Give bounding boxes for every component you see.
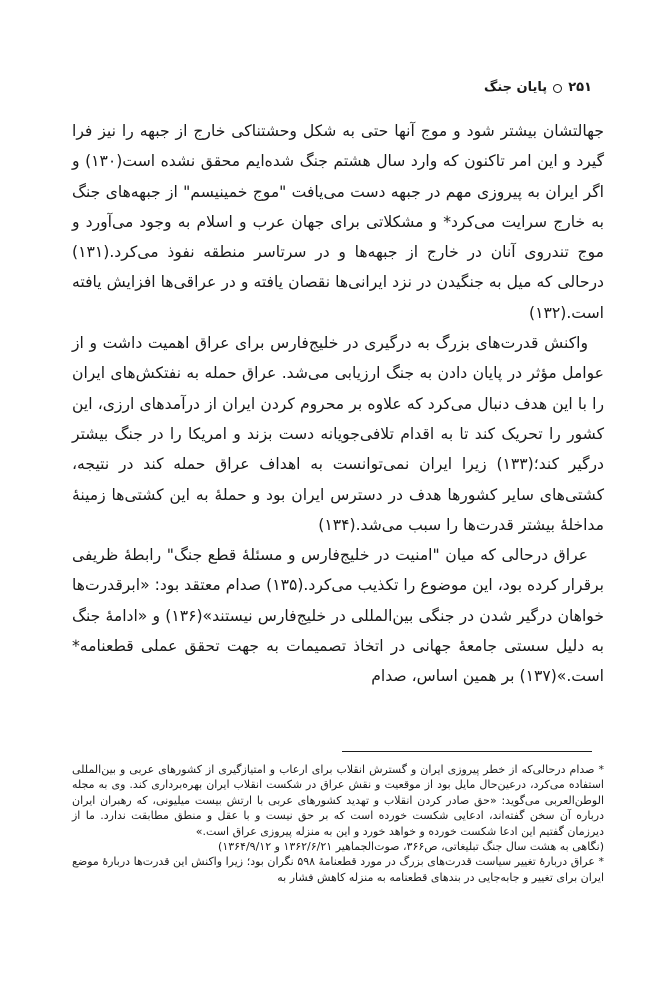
paragraph-3: عراق درحالی که میان "امنیت در خلیج‌فارس و مسئلهٔ قطع جنگ" رابطهٔ ظریفی برقرار کرده بود، این موضوع را تکذیب می‌کرد.(۱۳۵) صدام معتقد بود: «ابرقدرت‌ها خواهان درگیر شدن در جنگی بین‌المللی در خلیج‌فارس نیستند»(۱۳۶) و «ادامهٔ جنگ به دلیل سستی جامعهٔ جهانی در اتخاذ تصمیمات به جهت تحقق عملی قطعنامه* است.»(۱۳۷) بر همین اساس، صدام	[71, 546, 604, 686]
paragraph-1: جهالتشان بیشتر شود و موج آنها حتی به شکل وحشتناکی خارج از جبهه را نیز فرا گیرد و این امر تاکنون که وارد سال هشتم جنگ شده‌ایم محقق نشده است(۱۳۰) و اگر ایران به پیروزی مهم در جبهه دست می‌یافت "موج خمینیسم" از جبهه‌های جنگ به خارج سرایت می‌کرد* و مشکلاتی برای جهان عرب و اسلام به وجود می‌آورد و موج تندروی آنان در خارج از جبهه‌ها و در سرتاسر منطقه نفوذ می‌کرد.(۱۳۱) درحالی که میل به جنگیدن در نزد ایرانی‌ها نقصان یافته و در عراقی‌ها افزایش یافته است.(۱۳۲)	[72, 122, 604, 322]
chapter-title: پایان جنگ	[484, 80, 548, 95]
footnote-divider	[342, 751, 592, 752]
body-text	[72, 116, 604, 692]
paragraph-2: واکنش قدرت‌های بزرگ به درگیری در خلیج‌فارس برای عراق اهمیت داشت و از عوامل مؤثر در پایان دادن به جنگ ارزیابی می‌شد. عراق حمله به نفتکش‌های ایران را با این هدف دنبال می‌کرد که علاوه بر محروم کردن ایران از درآمدهای ارزی، این کشور را تحریک کند تا به اقدام تلافی‌جویانه دست بزند و امریکا را در جنگ بیشتر درگیر کند؛(۱۳۳) زیرا ایران نمی‌توانست به اهداف عراق حمله کند در نتیجه، کشتی‌های سایر کشورها هدف در دسترس ایران بود و حملهٔ به این کشتی‌ها زمینهٔ مداخلهٔ بیشتر قدرت‌ها را سبب می‌شد.(۱۳۴)	[72, 334, 604, 534]
circle-separator-icon	[553, 84, 562, 93]
footnotes	[72, 762, 604, 885]
footnote-1-reference: (نگاهی به هشت سال جنگ تبلیغاتی، ص۳۶۶، صوت‌الجماهیر ۱۳۶۲/۶/۲۱ و ۱۳۶۴/۹/۱۲)	[218, 840, 604, 854]
page-number: ۲۵۱	[568, 80, 592, 95]
footnote-1: * صدام درحالی‌که از خطر پیروزی ایران و گسترش انقلاب برای ارعاب و امتیازگیری از کشورهای عربی و بین‌المللی استفاده می‌کرد، درعین‌حال مایل بود از موقعیت و نقش عراق در شکست انقلاب ایران بهره‌برداری کند. وی به مجله الوطن‌العربی می‌گوید: «حق صادر کردن انقلاب و تهدید کشورهای عربی با ارتش بیست میلیونی، که رهبران ایران درباره آن سخن گفته‌اند، ادعایی شکست خورده است که بر حق نیست و با عقل و منطق مطابقت ندارد. ما از دیرزمان گفتیم این ادعا شکست خورده و خواهد خورد و این به منزله پیروزی عراق است.»	[72, 763, 604, 838]
running-header	[74, 80, 592, 96]
footnote-2: * عراق دربارهٔ تغییر سیاست قدرت‌های بزرگ در مورد قطعنامهٔ ۵۹۸ نگران بود؛ زیرا واکنش این قدرت‌ها دربارهٔ موضع ایران برای تغییر و جابه‌جایی در بندهای قطعنامه به منزله کاهش فشار به	[72, 855, 604, 884]
